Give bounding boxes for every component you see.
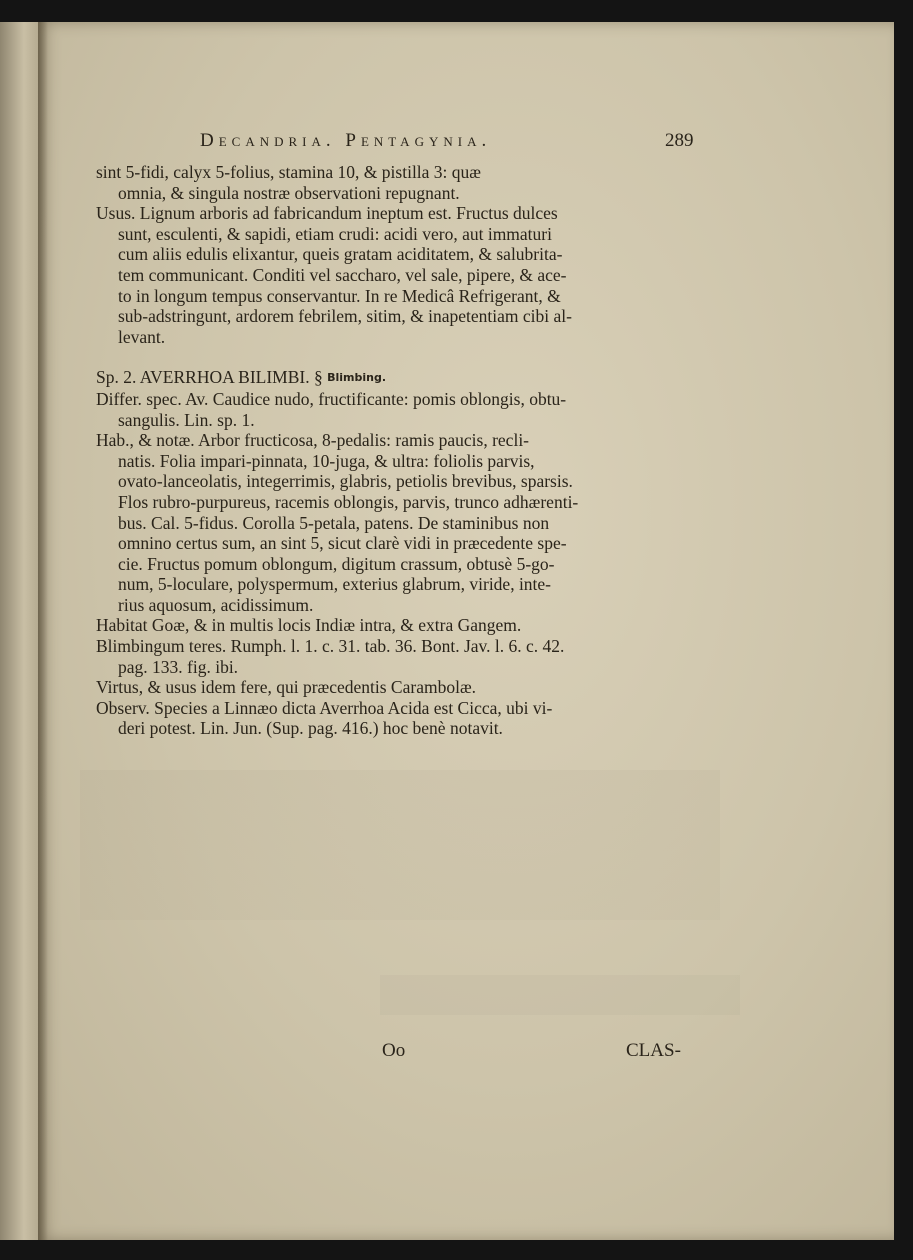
text-line: Observ. Species a Linnæo dicta Averrhoa Acida est Cicca, ubi vi- [96, 697, 553, 718]
text-line: omnia, & singula nostræ observationi repugnant. [118, 182, 460, 203]
section-mark-icon: § [313, 367, 323, 388]
text-line: sunt, esculenti, & sapidi, etiam crudi: acidi vero, aut immaturi [118, 223, 552, 244]
text-line: Virtus, & usus idem fere, qui præcedentis Carambolæ. [96, 677, 476, 698]
page-gutter-shadow [38, 22, 48, 1240]
paragraph [96, 203, 716, 347]
text-line: cum aliis edulis elixantur, queis gratam aciditatem, & salubrita- [118, 244, 563, 265]
text-line: omnino certus sum, an sint 5, sicut clarè vidi in præcedente spe- [118, 533, 567, 554]
text-line: num, 5-loculare, polyspermum, exterius glabrum, viride, inte- [118, 574, 552, 595]
text-line: Flos rubro-purpureus, racemis oblongis, parvis, trunco adhærenti- [118, 491, 579, 512]
text-line: Usus. Lignum arboris ad fabricandum ineptum est. Fructus dulces [96, 203, 558, 224]
species-entry [96, 698, 716, 739]
species-entry [96, 615, 716, 636]
text-line: tem communicant. Conditi vel saccharo, vel sale, pipere, & ace- [118, 264, 567, 285]
page-number: 289 [665, 130, 694, 151]
species-heading [96, 367, 716, 389]
text-line: Habitat Goæ, & in multis locis Indiæ intra, & extra Gangem. [96, 615, 522, 636]
text-line: Differ. spec. Av. Caudice nudo, fructificante: pomis oblongis, obtu- [96, 388, 567, 409]
species-entry [96, 389, 716, 430]
species-entry [96, 677, 716, 698]
species-entry [96, 636, 716, 677]
species-entry [96, 430, 716, 615]
spacer [96, 347, 716, 367]
text-line: ovato-lanceolatis, integerrimis, glabris, petiolis brevibus, sparsis. [118, 471, 573, 492]
running-header: Decandria. Pentagynia. [200, 130, 492, 151]
text-line: pag. 133. fig. ibi. [118, 656, 239, 677]
text-line: to in longum tempus conservantur. In re Medicâ Refrigerant, & [118, 285, 561, 306]
species-title: Sp. 2. AVERRHOA BILIMBI. [96, 367, 310, 388]
text-line: deri potest. Lin. Jun. (Sup. pag. 416.) hoc benè notavit. [118, 718, 503, 739]
vernacular-name: Blimbing. [327, 371, 387, 385]
text-line: levant. [118, 326, 166, 347]
text-line: sub-adstringunt, ardorem febrilem, sitim, & inapetentiam cibi al- [118, 306, 572, 327]
facing-page-edge [0, 22, 40, 1240]
text-line: cie. Fructus pomum oblongum, digitum crassum, obtusè 5-go- [118, 553, 555, 574]
text-line: bus. Cal. 5-fidus. Corolla 5-petala, patens. De staminibus non [118, 512, 550, 533]
paragraph [96, 162, 716, 203]
signature-mark: Oo [382, 1040, 406, 1061]
main-text [96, 162, 716, 739]
text-line: Blimbingum teres. Rumph. l. 1. c. 31. tab. 36. Bont. Jav. l. 6. c. 42. [96, 636, 565, 657]
text-line: rius aquosum, acidissimum. [118, 594, 314, 615]
text-line: sint 5-fidi, calyx 5-folius, stamina 10, & pistilla 3: quæ [96, 162, 481, 182]
bleed-through-block [380, 975, 740, 1015]
catchword: CLAS- [626, 1040, 681, 1061]
bleed-through-block [80, 770, 720, 920]
text-line: natis. Folia impari-pinnata, 10-juga, & ultra: foliolis parvis, [118, 450, 535, 471]
text-line: sangulis. Lin. sp. 1. [118, 409, 255, 430]
text-line: Hab., & notæ. Arbor fructicosa, 8-pedalis: ramis paucis, recli- [96, 430, 530, 451]
